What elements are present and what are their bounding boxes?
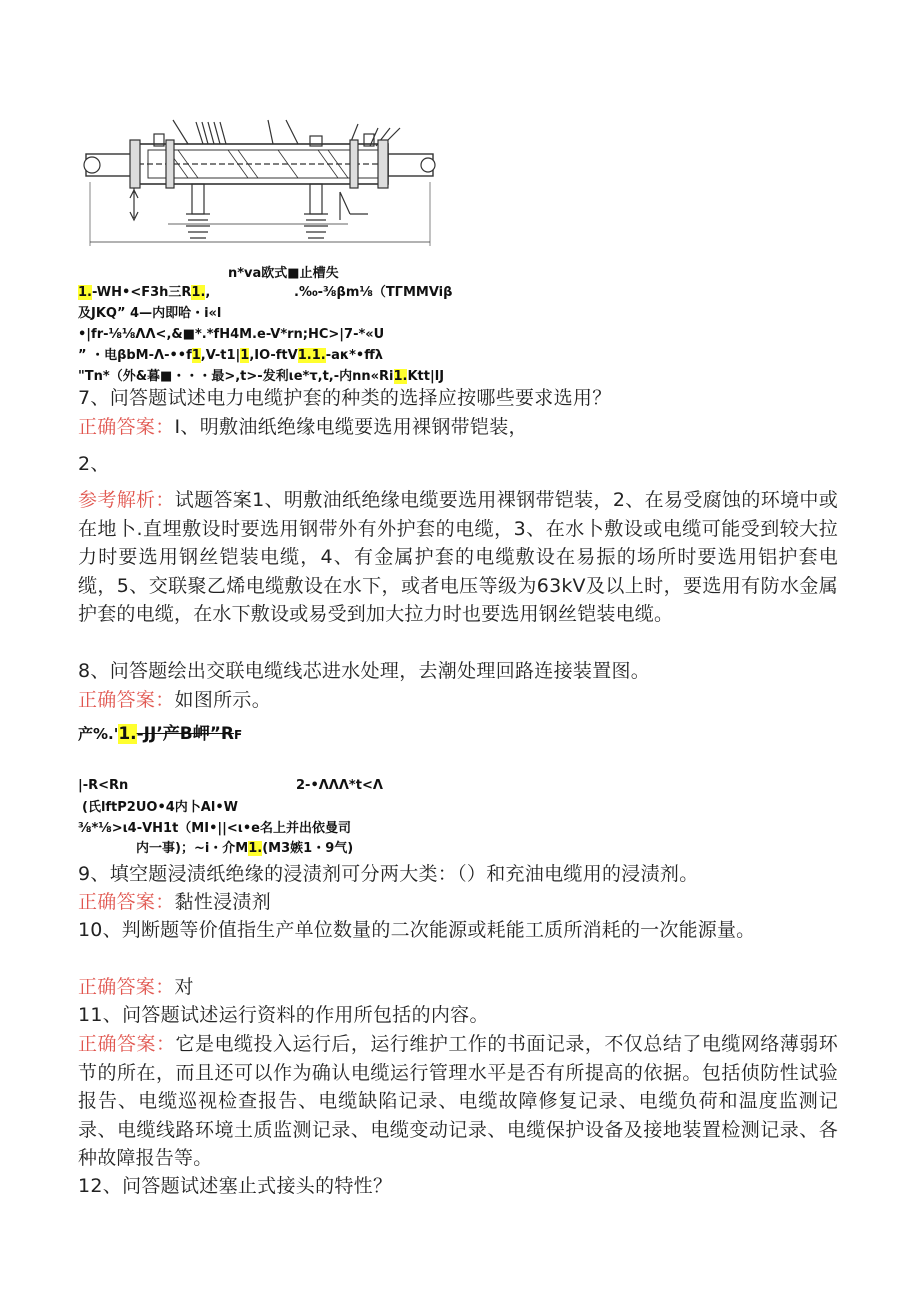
- ocr-fragment: "Tn*（外&暮■・・・最>,t>-发利ιe*τ,t,-内nn«Ri: [78, 369, 394, 384]
- ocr-line: [78, 719, 242, 744]
- answer-11: [78, 1030, 838, 1173]
- ocr-line: 及JKQ” 4—内即哈・i«l: [78, 306, 222, 321]
- ocr-fragment: -JJ’产B岬”R: [136, 724, 235, 744]
- answer-text: I、明敷油纸绝缘电缆要选用裸钢带铠装，: [174, 416, 528, 438]
- ocr-highlight: 1.: [248, 841, 263, 856]
- answer-label: 正确答案：: [78, 891, 175, 913]
- ocr-fragment: -WH•<F3h三R: [91, 285, 192, 300]
- ocr-fragment: F: [234, 728, 243, 742]
- question-12: 12、问答题试述塞止式接头的特性？: [78, 1175, 393, 1197]
- ocr-line: |-R<Rn: [78, 778, 129, 793]
- ocr-fragment: ,V-t1|: [200, 348, 241, 363]
- ocr-highlight: 1.: [393, 369, 408, 384]
- cable-joint-drawing: [78, 112, 438, 257]
- answer-8: [78, 686, 271, 714]
- analysis-text: 试题答案1、明敷油纸绝缘电缆要选用裸钢带铠装，2、在易受腐蚀的环境中或在地卜.直埋敷设时要选用钢带外有外护套的电缆，3、在水卜敷设或电缆可能受到较大拉力时要选用钢丝铠装电缆，4、有金属护套的电缆敷设在易振的场所时要选用铝护套电缆，5、交联聚乙烯电缆敷设在水下，或者电压等级为63kV及以上时，要选用有防水金属护套的电缆，在水下敷设或易受到加大拉力时也要选用钢丝铠装电缆。: [78, 489, 838, 625]
- answer-text: 它是电缆投入运行后，运行维护工作的书面记录，不仅总结了电缆网络薄弱环节的所在，而且还可以作为确认电缆运行管理水平是否有所提高的依据。包括侦防性试验报告、电缆巡视检查报告、电缆缺陷记录、电缆故障修复记录、电缆负荷和温度监测记录、电缆线路环境土质监测记录、电缆变动记录、电缆保护设备及接地装置检测记录、各种故障报告等。: [78, 1033, 838, 1169]
- ocr-highlight: 1.: [118, 724, 137, 744]
- answer-text: 如图所示。: [174, 689, 272, 711]
- ocr-fragment: ,IO-ftV: [249, 348, 298, 363]
- ocr-fragment: .‰-⅜βm⅛（TΓMMViβ: [294, 285, 453, 300]
- answer-label: 正确答案：: [78, 1033, 176, 1055]
- ocr-fragment: -aκ*•ffλ: [325, 348, 383, 363]
- ocr-highlight: 1.: [191, 285, 206, 300]
- ocr-line: •|fr-⅛⅛ΛΛ<,&■*.*fH4M.e-V*rn;HC>|7-*«U: [78, 327, 385, 342]
- answer-9: [78, 888, 271, 916]
- analysis-7: [78, 486, 838, 629]
- ocr-fragment: 2-•ΛΛΛ*t<Λ: [296, 778, 383, 793]
- ocr-highlight: 1: [240, 348, 250, 363]
- answer-10: [78, 973, 194, 1001]
- ocr-line: (氏lftP2UO•4内卜Al•W: [82, 800, 238, 815]
- answer-text: 对: [174, 976, 194, 998]
- ocr-fragment: ,: [205, 285, 211, 300]
- question-8: 8、问答题绘出交联电缆线芯进水处理，去潮处理回路连接装置图。: [78, 660, 651, 682]
- ocr-highlight: 1.: [78, 285, 92, 300]
- figure-caption: n*va欧式■止槽失: [228, 266, 339, 281]
- answer-7: [78, 413, 528, 441]
- question-11: 11、问答题试述运行资料的作用所包括的内容。: [78, 1004, 489, 1026]
- answer-label: 正确答案：: [78, 976, 175, 998]
- ocr-fragment: 内一事)；~i・介M: [136, 841, 249, 856]
- question-10: 10、判断题等价值指生产单位数量的二次能源或耗能工质所消耗的一次能源量。: [78, 919, 756, 941]
- question-9: 9、填空题浸渍纸绝缘的浸渍剂可分两大类：（）和充油电缆用的浸渍剂。: [78, 863, 699, 885]
- ocr-highlight: 1: [191, 348, 201, 363]
- ocr-fragment: ” ・电βbM-Λ-••f: [78, 348, 192, 363]
- answer-7-item-2: 2、: [78, 453, 110, 475]
- question-7: 7、问答题试述电力电缆护套的种类的选择应按哪些要求选用？: [78, 387, 612, 409]
- answer-label: 正确答案：: [78, 416, 175, 438]
- answer-text: 黏性浸渍剂: [174, 891, 272, 913]
- answer-label: 正确答案：: [78, 689, 175, 711]
- ocr-highlight: 1.1.: [297, 348, 326, 363]
- ocr-line: [78, 347, 383, 365]
- ocr-line: [136, 840, 353, 858]
- ocr-fragment: Ktt|lJ: [407, 369, 445, 384]
- ocr-fragment: 产%.': [78, 725, 119, 743]
- analysis-label: 参考解析：: [78, 489, 175, 511]
- ocr-line: [78, 284, 210, 302]
- ocr-fragment: (M3嫉1・9气): [262, 841, 354, 856]
- ocr-line: ⅜*⅛>ι4-VH1t（MI•||<ι•e名上并出依曼司: [78, 821, 351, 836]
